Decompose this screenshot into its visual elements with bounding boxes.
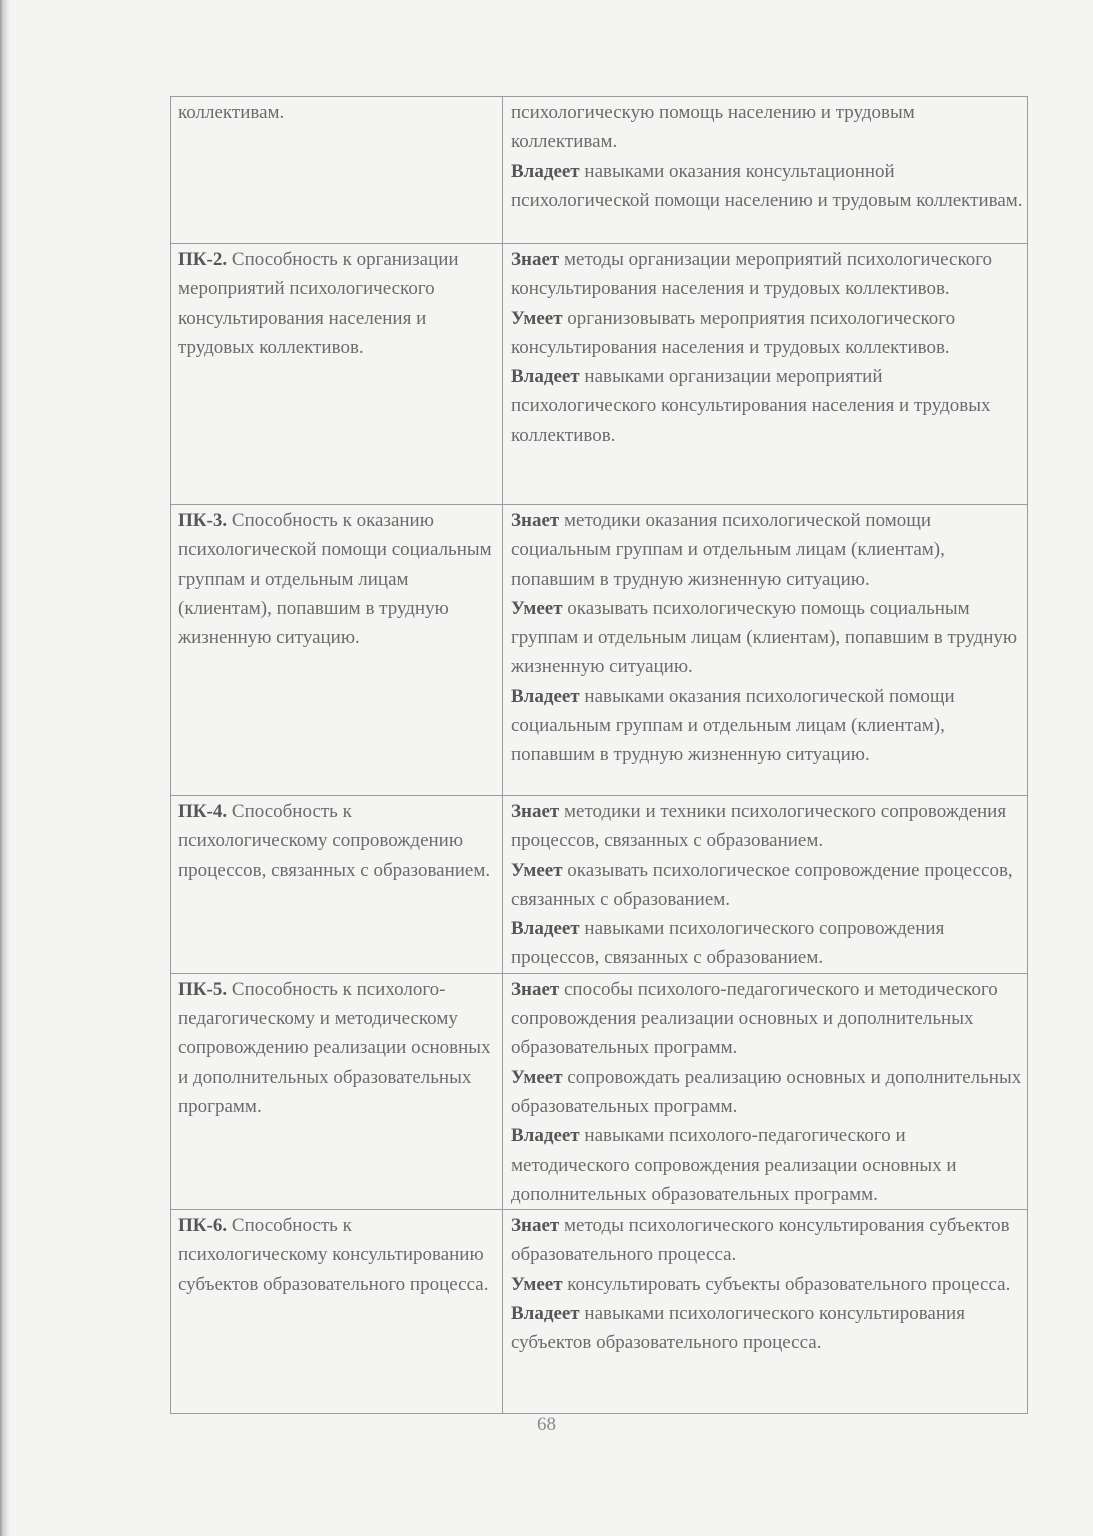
outcomes-cell: [503, 244, 1028, 505]
outcome-keyword: Владеет: [511, 685, 580, 707]
competency-cell: [171, 796, 503, 974]
competency-code: ПК-5.: [178, 978, 228, 1000]
outcome-text: навыками организации мероприятий психологического консультирования населения и трудовых коллективов.: [511, 366, 991, 446]
outcome-text: методы психологического консультирования субъектов образовательного процесса.: [511, 1215, 1010, 1266]
outcome-keyword: Владеет: [511, 1303, 580, 1325]
competency-description: Способность к психолого-педагогическому и методическому сопровождению реализации основных и дополнительных образовательных программ.: [178, 978, 491, 1117]
outcome-text: навыками психологического консультирования субъектов образовательного процесса.: [511, 1303, 965, 1354]
outcome-keyword: Умеет: [511, 307, 563, 329]
outcome-keyword: Знает: [511, 801, 560, 822]
outcome-text: навыками оказания консультационной психологической помощи населению и трудовым коллективам.: [511, 160, 1023, 211]
page-left-edge-shadow: [0, 0, 10, 1536]
competencies-table: [170, 96, 1028, 1414]
competency-code: ПК-6.: [178, 1215, 228, 1237]
outcome-keyword: Владеет: [511, 366, 580, 388]
outcome-keyword: Умеет: [511, 1066, 563, 1088]
outcome-line: [511, 914, 1023, 973]
outcome-line: [511, 1299, 1023, 1358]
outcome-text: организовывать мероприятия психологического консультирования населения и трудовых коллективов.: [511, 307, 956, 358]
competency-description: Способность к психологическому сопровождению процессов, связанных с образованием.: [178, 801, 491, 881]
outcome-line: [511, 157, 1023, 216]
outcome-line: [511, 682, 1023, 770]
competency-code: ПК-3.: [178, 510, 228, 531]
outcome-line: [511, 1270, 1023, 1299]
outcome-line: [511, 304, 1023, 363]
outcome-line: [511, 856, 1023, 915]
outcome-keyword: Умеет: [511, 597, 563, 619]
competency-cell: [171, 244, 503, 505]
outcome-text: способы психолого-педагогического и методического сопровождения реализации основных и дополнительных образовательных программ.: [511, 978, 998, 1059]
outcome-text: сопровождать реализацию основных и дополнительных образовательных программ.: [511, 1066, 1022, 1117]
outcome-text: методики оказания психологической помощи социальным группам и отдельным лицам (клиентам), попавшим в трудную жизненную ситуацию.: [511, 510, 945, 590]
outcome-line: [511, 1211, 1023, 1270]
page-number: 68: [537, 1414, 556, 1435]
competency-description: коллективам.: [178, 102, 285, 123]
outcome-keyword: Владеет: [511, 918, 580, 940]
competency-code: ПК-4.: [178, 801, 228, 822]
outcomes-cell: [503, 796, 1028, 974]
outcome-text: методики и техники психологического сопровождения процессов, связанных с образованием.: [511, 801, 1007, 852]
outcome-text: психологическую помощь населению и трудовым коллективам.: [511, 102, 915, 153]
outcome-text: консультировать субъекты образовательного процесса.: [562, 1273, 1011, 1295]
outcome-line: [511, 594, 1023, 682]
outcome-line: [511, 1063, 1023, 1122]
outcomes-cell: [503, 505, 1028, 796]
outcome-text: оказывать психологическую помощь социальным группам и отдельным лицам (клиентам), попавшим в трудную жизненную ситуацию.: [511, 597, 1018, 678]
outcome-keyword: Владеет: [511, 160, 580, 182]
outcome-keyword: Владеет: [511, 1125, 580, 1147]
outcome-text: навыками психолого-педагогического и методического сопровождения реализации основных и дополнительных образовательных программ.: [511, 1125, 957, 1205]
outcome-keyword: Знает: [511, 1215, 560, 1237]
competency-cell: [171, 973, 503, 1209]
outcome-line: [511, 506, 1023, 594]
outcome-keyword: Умеет: [511, 859, 563, 881]
outcome-line: [511, 98, 1023, 157]
table-row: [171, 97, 1028, 244]
outcome-keyword: Умеет: [511, 1273, 563, 1295]
table-row: [171, 505, 1028, 796]
table-row: [171, 796, 1028, 974]
outcomes-cell: [503, 973, 1028, 1209]
outcomes-cell: [503, 97, 1028, 244]
outcome-line: [511, 975, 1023, 1063]
table-row: [171, 244, 1028, 505]
outcome-line: [511, 245, 1023, 304]
outcome-text: оказывать психологическое сопровождение процессов, связанных с образованием.: [511, 859, 1013, 910]
outcome-text: методы организации мероприятий психологического консультирования населения и трудовых коллективов.: [511, 249, 993, 300]
competency-cell: [171, 97, 503, 244]
outcome-line: [511, 1121, 1023, 1209]
outcome-keyword: Знает: [511, 978, 560, 1000]
competency-cell: [171, 505, 503, 796]
table-row: [171, 973, 1028, 1209]
competency-description: Способность к психологическому консультированию субъектов образовательного процесса.: [178, 1215, 489, 1295]
competency-cell: [171, 1210, 503, 1414]
outcome-line: [511, 362, 1023, 450]
competency-code: ПК-2.: [178, 249, 228, 270]
competency-description: Способность к организации мероприятий психологического консультирования населения и трудовых коллективов.: [178, 249, 459, 358]
outcome-text: навыками оказания психологической помощи социальным группам и отдельным лицам (клиентам), попавшим в трудную жизненную ситуацию.: [511, 685, 955, 766]
table-row: [171, 1210, 1028, 1414]
outcome-keyword: Знает: [511, 249, 560, 270]
outcome-line: [511, 797, 1023, 856]
outcome-text: навыками психологического сопровождения процессов, связанных с образованием.: [511, 918, 945, 969]
competency-description: Способность к оказанию психологической помощи социальным группам и отдельным лицам (клиентам), попавшим в трудную жизненную ситуацию.: [178, 510, 492, 649]
outcomes-cell: [503, 1210, 1028, 1414]
outcome-keyword: Знает: [511, 510, 560, 531]
